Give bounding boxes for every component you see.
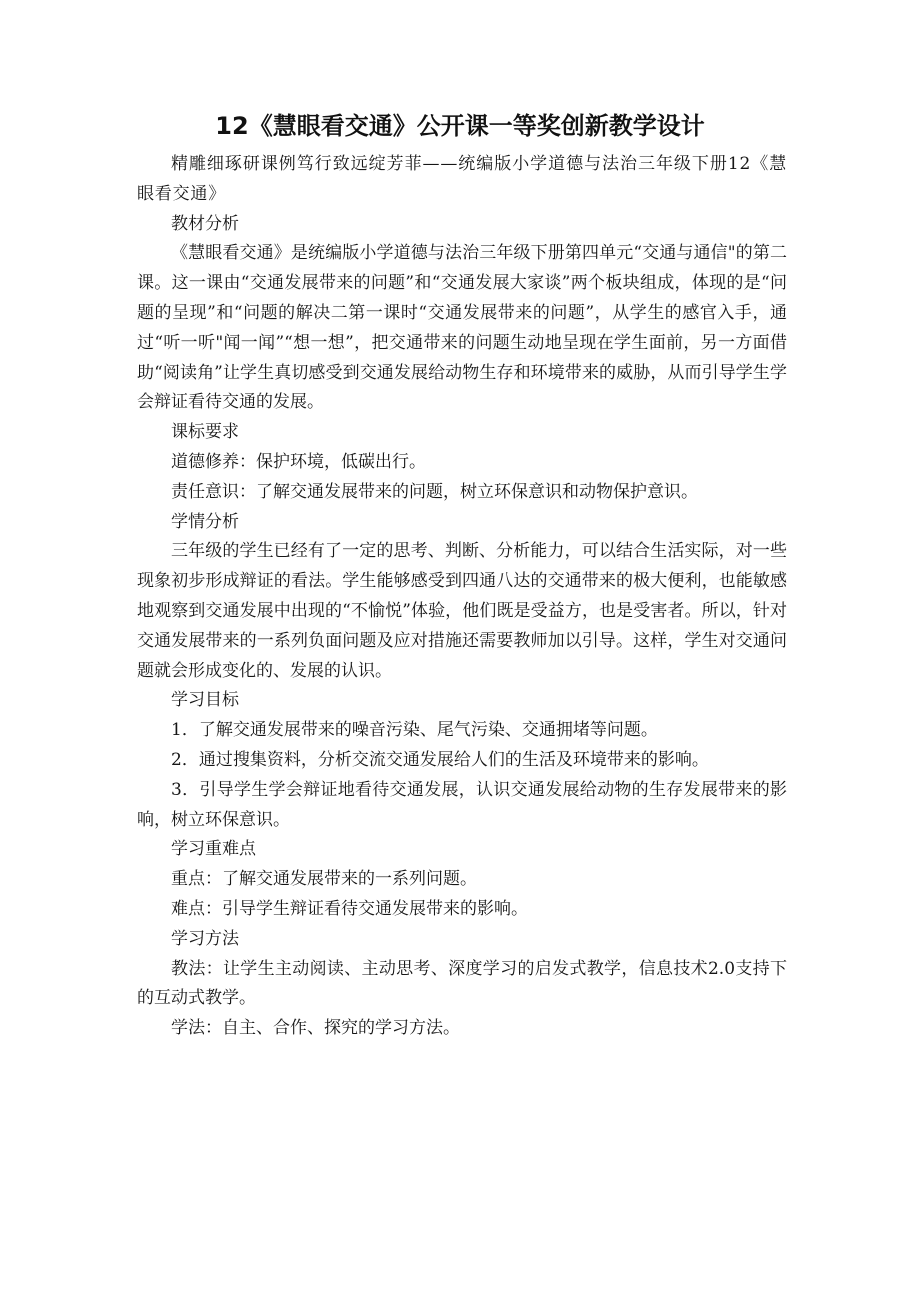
section-heading-textbook-analysis: 教材分析: [171, 213, 239, 234]
document-subtitle: 精雕细琢研课例笃行致远绽芳菲——统编版小学道德与法治三年级下册12《慧眼看交通》: [137, 154, 787, 204]
document-body: [137, 150, 787, 1044]
paragraph-curriculum-moral: 道德修养：保护环境，低碳出行。: [171, 451, 426, 472]
paragraph-learner-analysis: 三年级的学生已经有了一定的思考、判断、分析能力，可以结合生活实际，对一些现象初步形成辩证的看法。学生能够感受到四通八达的交通带来的极大便利，也能敏感地观察到交通发展中出现的“不愉悦”体验，他们既是受益方，也是受害者。所以，针对交通发展带来的一系列负面问题及应对措施还需要教师加以引导。这样，学生对交通问题就会形成变化的、发展的认识。: [137, 541, 787, 681]
paragraph-key-point: 重点：了解交通发展带来的一系列问题。: [171, 869, 477, 890]
paragraph-curriculum-responsibility: 责任意识：了解交通发展带来的问题，树立环保意识和动物保护意识。: [171, 481, 698, 502]
paragraph-textbook-analysis: 《慧眼看交通》是统编版小学道德与法治三年级下册第四单元“交通与通信"的第二课。这一课由“交通发展带来的问题”和“交通发展大家谈”两个板块组成，体现的是“问题的呈现”和“问题的解决二第一课时“交通发展带来的问题”，从学生的感官入手，通过“听一听"闻一闻”“想一想”，把交通带来的问题生动地呈现在学生面前，另一方面借助“阅读角”让学生真切感受到交通发展给动物生存和环境带来的威胁，从而引导学生学会辩证看待交通的发展。: [137, 243, 787, 413]
paragraph-learning-method: 学法：自主、合作、探究的学习方法。: [171, 1018, 460, 1039]
list-item-goal-2: 2．通过搜集资料，分析交流交通发展给人们的生活及环境带来的影响。: [171, 749, 709, 770]
paragraph-difficulty: 难点：引导学生辩证看待交通发展带来的影响。: [171, 898, 528, 919]
document-title: 12《慧眼看交通》公开课一等奖创新教学设计: [215, 112, 705, 140]
section-heading-learning-methods: 学习方法: [171, 928, 239, 949]
paragraph-teaching-method: 教法：让学生主动阅读、主动思考、深度学习的启发式教学，信息技术2.0支持下的互动式教学。: [137, 958, 787, 1009]
list-item-goal-3: 3．引导学生学会辩证地看待交通发展，认识交通发展给动物的生存发展带来的影响，树立环保意识。: [137, 779, 787, 830]
section-heading-learning-goals: 学习目标: [171, 690, 239, 711]
section-heading-learner-analysis: 学情分析: [171, 511, 239, 532]
list-item-goal-1: 1．了解交通发展带来的噪音污染、尾气污染、交通拥堵等问题。: [171, 720, 658, 741]
section-heading-curriculum: 课标要求: [171, 422, 239, 443]
section-heading-key-points: 学习重难点: [171, 839, 256, 860]
